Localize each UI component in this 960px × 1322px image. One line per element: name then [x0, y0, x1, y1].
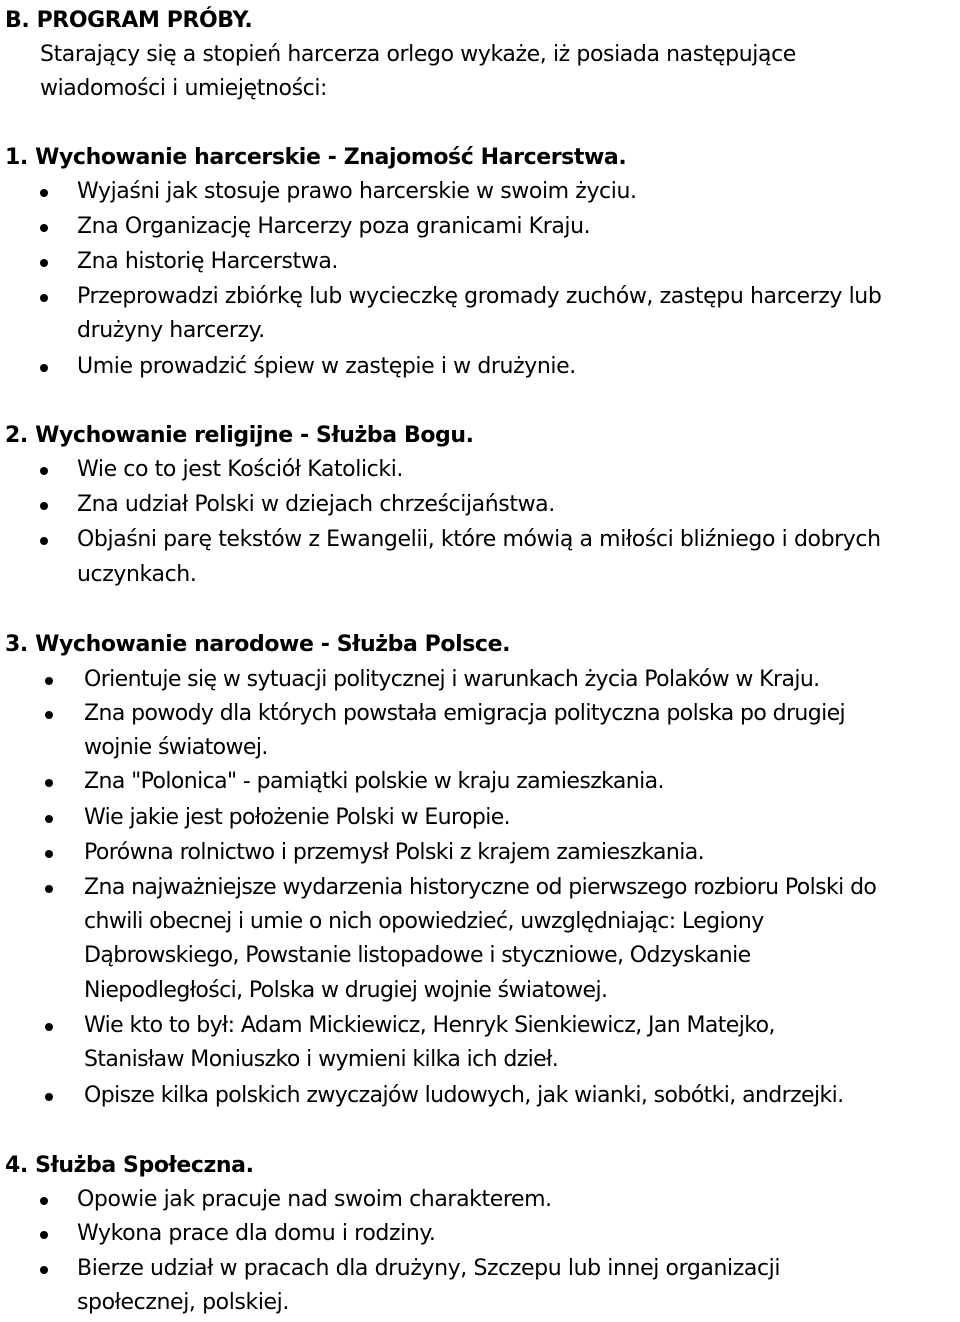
- bullet-icon: [45, 850, 53, 858]
- bullet-icon: [40, 364, 48, 372]
- list-item: Wie jakie jest położenie Polski w Europie.: [84, 805, 511, 830]
- list-item: Opowie jak pracuje nad swoim charakterem.: [77, 1187, 552, 1212]
- list-item-continuation: Stanisław Moniuszko i wymieni kilka ich dzieł.: [84, 1047, 559, 1072]
- list-item: Zna najważniejsze wydarzenia historyczne od pierwszego rozbioru Polski do: [84, 875, 877, 900]
- intro-text-line: wiadomości i umiejętności:: [40, 76, 328, 101]
- bullet-icon: [40, 189, 48, 197]
- bullet-icon: [45, 815, 53, 823]
- list-item: Zna Organizację Harcerzy poza granicami Kraju.: [77, 214, 591, 239]
- bullet-icon: [40, 1231, 48, 1239]
- list-item-continuation: wojnie światowej.: [84, 735, 268, 760]
- bullet-icon: [45, 1023, 53, 1031]
- list-item-continuation: społecznej, polskiej.: [77, 1290, 289, 1315]
- list-item-continuation: Niepodległości, Polska w drugiej wojnie światowej.: [84, 978, 608, 1003]
- bullet-icon: [45, 711, 53, 719]
- list-item: Zna historię Harcerstwa.: [77, 249, 338, 274]
- section-heading: 4. Służba Społeczna.: [5, 1153, 254, 1178]
- list-item-continuation: Dąbrowskiego, Powstanie listopadowe i styczniowe, Odzyskanie: [84, 943, 751, 968]
- list-item: Opisze kilka polskich zwyczajów ludowych, jak wianki, sobótki, andrzejki.: [84, 1083, 844, 1108]
- list-item: Zna udział Polski w dziejach chrześcijaństwa.: [77, 492, 555, 517]
- section-heading: 3. Wychowanie narodowe - Służba Polsce.: [5, 632, 511, 657]
- bullet-icon: [40, 294, 48, 302]
- list-item-continuation: drużyny harcerzy.: [77, 318, 265, 343]
- list-item: Wie co to jest Kościół Katolicki.: [77, 457, 404, 482]
- bullet-icon: [40, 502, 48, 510]
- section-heading: 1. Wychowanie harcerskie - Znajomość Harcerstwa.: [5, 145, 627, 170]
- list-item-continuation: uczynkach.: [77, 562, 197, 587]
- list-item: Wykona prace dla domu i rodziny.: [77, 1221, 436, 1246]
- bullet-icon: [40, 467, 48, 475]
- list-item: Wyjaśni jak stosuje prawo harcerskie w swoim życiu.: [77, 179, 637, 204]
- section-title: B. PROGRAM PRÓBY.: [5, 8, 253, 33]
- bullet-icon: [45, 677, 53, 685]
- bullet-icon: [40, 1266, 48, 1274]
- bullet-icon: [40, 1197, 48, 1205]
- list-item-continuation: chwili obecnej i umie o nich opowiedzieć, uwzględniając: Legiony: [84, 909, 764, 934]
- list-item: Wie kto to był: Adam Mickiewicz, Henryk Sienkiewicz, Jan Matejko,: [84, 1013, 775, 1038]
- intro-text-line: Starający się a stopień harcerza orlego wykaże, iż posiada następujące: [40, 42, 796, 67]
- bullet-icon: [45, 1093, 53, 1101]
- list-item: Przeprowadzi zbiórkę lub wycieczkę gromady zuchów, zastępu harcerzy lub: [77, 284, 882, 309]
- bullet-icon: [40, 537, 48, 545]
- bullet-icon: [45, 885, 53, 893]
- list-item: Orientuje się w sytuacji politycznej i warunkach życia Polaków w Kraju.: [84, 667, 820, 692]
- list-item: Objaśni parę tekstów z Ewangelii, które mówią a miłości bliźniego i dobrych: [77, 527, 881, 552]
- list-item: Zna "Polonica" - pamiątki polskie w kraju zamieszkania.: [84, 769, 664, 794]
- list-item: Umie prowadzić śpiew w zastępie i w drużynie.: [77, 354, 576, 379]
- bullet-icon: [40, 224, 48, 232]
- list-item: Porówna rolnictwo i przemysł Polski z krajem zamieszkania.: [84, 840, 705, 865]
- bullet-icon: [40, 259, 48, 267]
- list-item: Bierze udział w pracach dla drużyny, Szczepu lub innej organizacji: [77, 1256, 781, 1281]
- section-heading: 2. Wychowanie religijne - Służba Bogu.: [5, 423, 474, 448]
- list-item: Zna powody dla których powstała emigracja polityczna polska po drugiej: [84, 701, 846, 726]
- bullet-icon: [45, 779, 53, 787]
